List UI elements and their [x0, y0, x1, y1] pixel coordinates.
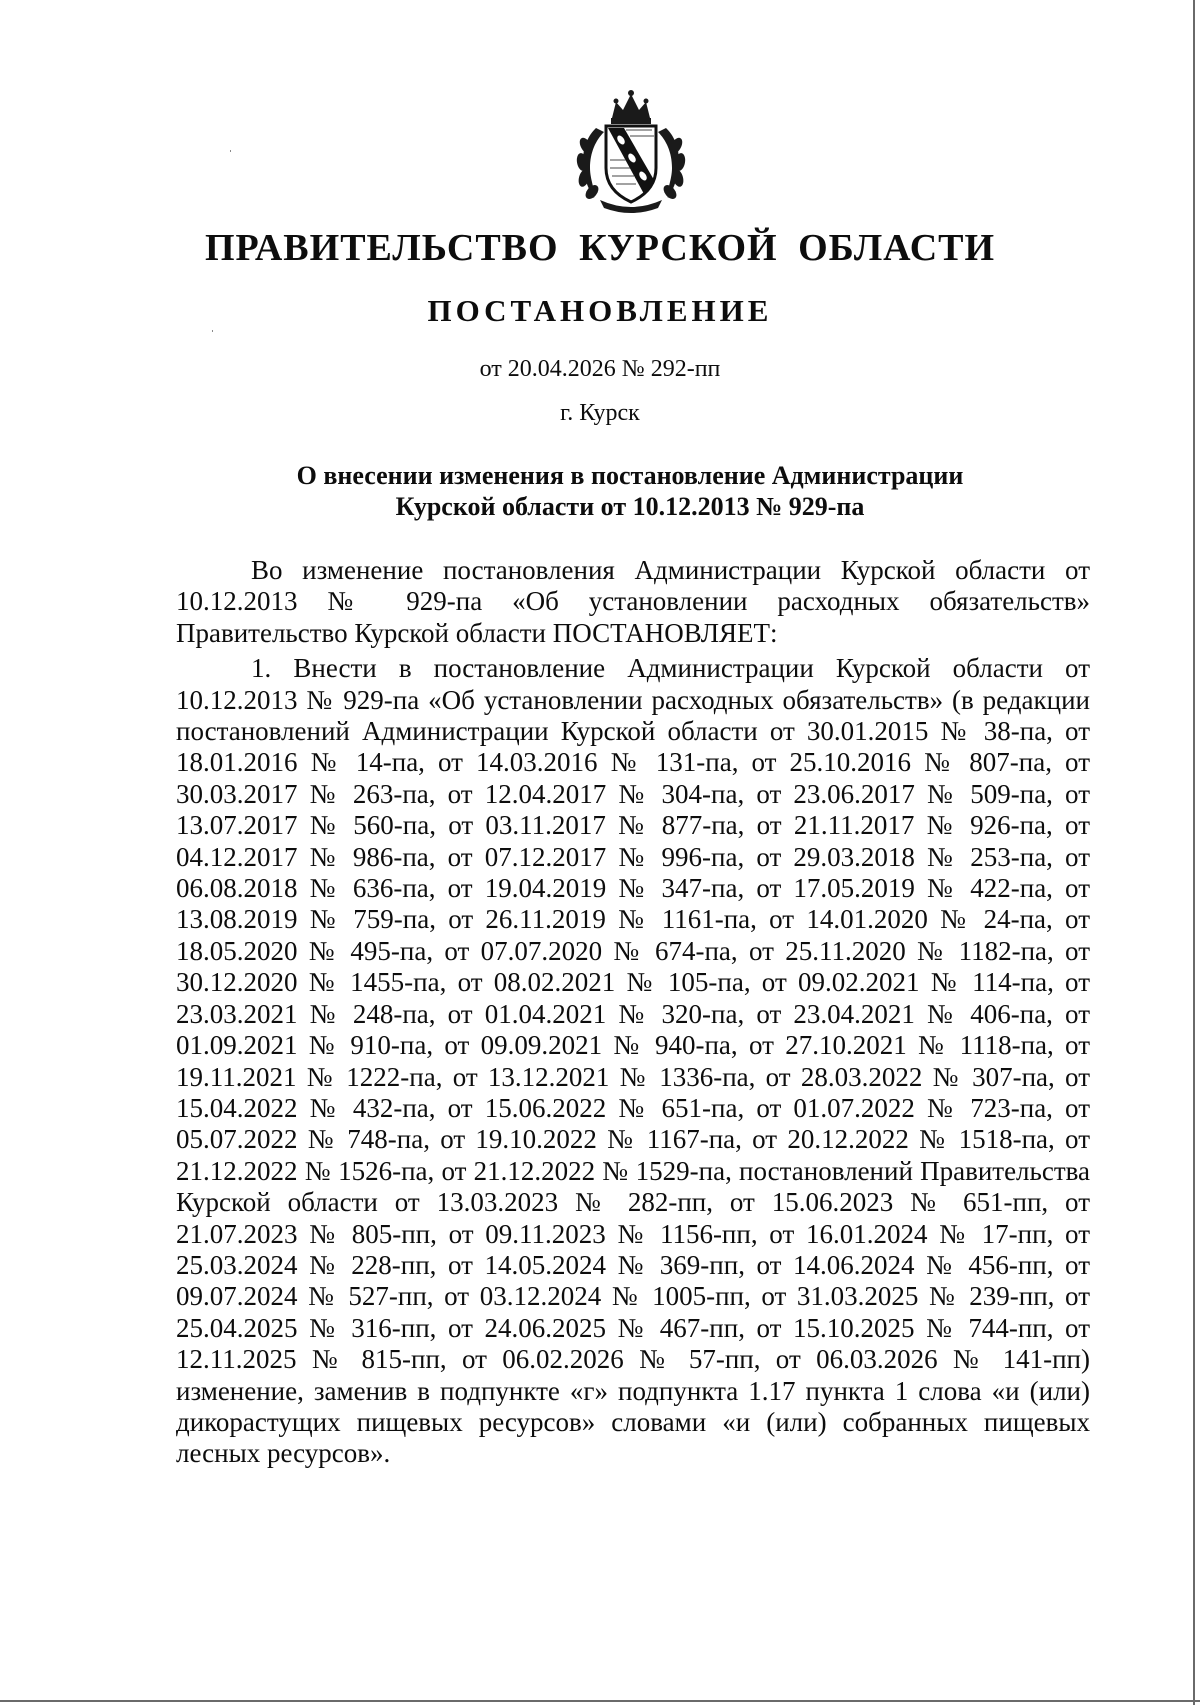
scan-speck	[230, 150, 231, 152]
organization-title: ПРАВИТЕЛЬСТВО КУРСКОЙ ОБЛАСТИ	[204, 227, 996, 269]
document-date-number: от 20.04.2026 № 292-пп	[479, 356, 721, 382]
subject-line-1: О внесении изменения в постановление Администрации	[296, 461, 964, 490]
scan-edge-bottom	[0, 1700, 1200, 1702]
document-type: ПОСТАНОВЛЕНИЕ	[427, 293, 773, 328]
subject-line-2: Курской области от 10.12.2013 № 929-па	[395, 492, 865, 521]
scan-speck	[212, 330, 213, 332]
coat-of-arms-emblem	[566, 88, 696, 218]
coat-of-arms-icon	[566, 88, 696, 218]
preamble-paragraph: Во изменение постановления Администрации Курской области от 10.12.2013 № 929-па «Об установлении расходных обязательств» Правительство Курской области ПОСТАНОВЛЯЕТ:	[176, 555, 1090, 648]
decree-paragraph-1: 1. Внести в постановление Администрации Курской области от 10.12.2013 № 929-па «Об установлении расходных обязательств» (в редакции постановлений Администрации Курской области от 30.01.2015 № 38-па, от 18.01.2016 № 14-па, от 14.03.2016 № 131-па, от 25.10.2016 № 807-па, от 30.03.2017 № 263-па, от 12.04.2017 № 304-па, от 23.06.2017 № 509-па, от 13.07.2017 № 560-па, от 03.11.2017 № 877-па, от 21.11.2017 № 926-па, от 04.12.2017 № 986-па, от 07.12.2017 № 996-па, от 29.03.2018 № 253-па, от 06.08.2018 № 636-па, от 19.04.2019 № 347-па, от 17.05.2019 № 422-па, от 13.08.2019 № 759-па, от 26.11.2019 № 1161-па, от 14.01.2020 № 24-па, от 18.05.2020 № 495-па, от 07.07.2020 № 674-па, от 25.11.2020 № 1182-па, от 30.12.2020 № 1455-па, от 08.02.2021 № 105-па, от 09.02.2021 № 114-па, от 23.03.2021 № 248-па, от 01.04.2021 № 320-па, от 23.04.2021 № 406-па, от 01.09.2021 № 910-па, от 09.09.2021 № 940-па, от 27.10.2021 № 1118-па, от 19.11.2021 № 1222-па, от 13.12.2021 № 1336-па, от 28.03.2022 № 307-па, от 15.04.2022 № 432-па, от 15.06.2022 № 651-па, от 01.07.2022 № 723-па, от 05.07.2022 № 748-па, от 19.10.2022 № 1167-па, от 20.12.2022 № 1518-па, от 21.12.2022 № 1526-па, от 21.12.2022 № 1529-па, постановлений Правительства Курской области от 13.03.2023 № 282-пп, от 15.06.2023 № 651-пп, от 21.07.2023 № 805-пп, от 09.11.2023 № 1156-пп, от 16.01.2024 № 17-пп, от 25.03.2024 № 228-пп, от 14.05.2024 № 369-пп, от 14.06.2024 № 456-пп, от 09.07.2024 № 527-пп, от 03.12.2024 № 1005-пп, от 31.03.2025 № 239-пп, от 25.04.2025 № 316-пп, от 24.06.2025 № 467-пп, от 15.10.2025 № 744-пп, от 12.11.2025 № 815-пп, от 06.02.2026 № 57-пп, от 06.03.2026 № 141-пп) изменение, заменив в подпункте «г» подпункта 1.17 пункта 1 слова «и (или) дикорастущих пищевых ресурсов» словами «и (или) собранных пищевых лесных ресурсов».	[176, 653, 1090, 1469]
document-body	[176, 555, 1090, 1470]
document-city: г. Курск	[560, 400, 640, 426]
document-subject	[180, 460, 1080, 522]
